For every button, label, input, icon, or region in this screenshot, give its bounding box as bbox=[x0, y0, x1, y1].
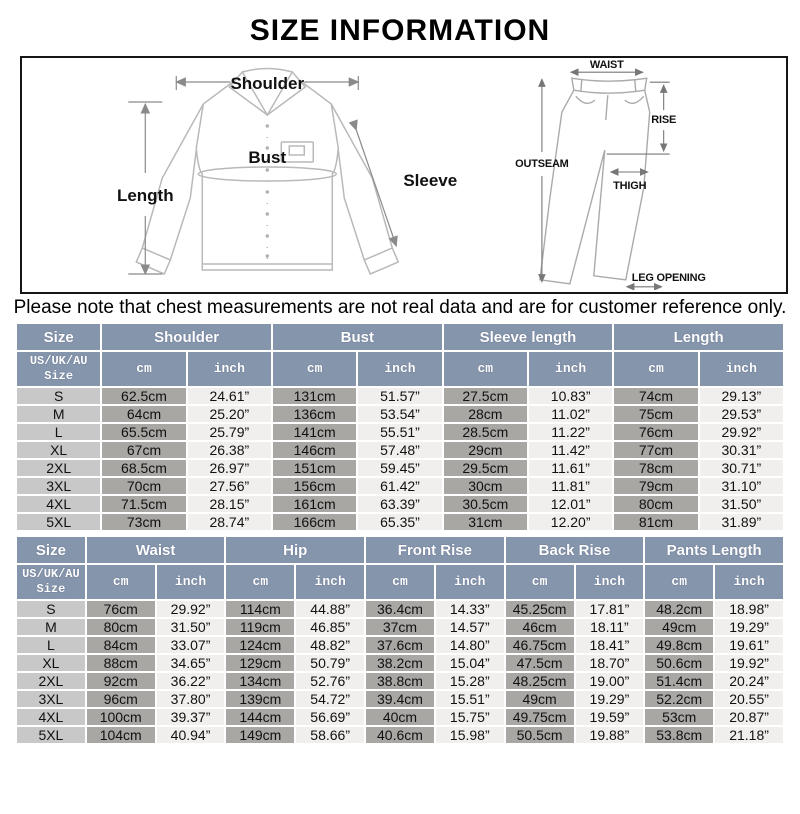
inch-value-cell: 15.51” bbox=[435, 690, 505, 708]
inch-unit-header: inch bbox=[528, 351, 613, 387]
inch-value-cell: 31.10” bbox=[699, 477, 784, 495]
cm-value-cell: 166cm bbox=[272, 513, 357, 531]
inch-value-cell: 19.92” bbox=[714, 654, 784, 672]
cm-value-cell: 141cm bbox=[272, 423, 357, 441]
cm-value-cell: 80cm bbox=[613, 495, 698, 513]
inch-value-cell: 19.88” bbox=[575, 726, 645, 744]
cm-value-cell: 74cm bbox=[613, 387, 698, 405]
table-row bbox=[16, 387, 784, 405]
cm-value-cell: 28cm bbox=[443, 405, 528, 423]
size-cell: M bbox=[16, 618, 86, 636]
cm-value-cell: 45.25cm bbox=[505, 600, 575, 618]
cm-value-cell: 47.5cm bbox=[505, 654, 575, 672]
inch-value-cell: 18.70” bbox=[575, 654, 645, 672]
cm-unit-header: cm bbox=[225, 564, 295, 600]
size-cell: M bbox=[16, 405, 101, 423]
table-row bbox=[16, 513, 784, 531]
size-cell: S bbox=[16, 387, 101, 405]
table-row bbox=[16, 441, 784, 459]
table-row bbox=[16, 405, 784, 423]
cm-value-cell: 38.2cm bbox=[365, 654, 435, 672]
table-row bbox=[16, 600, 784, 618]
cm-value-cell: 53cm bbox=[644, 708, 714, 726]
table-row bbox=[16, 459, 784, 477]
table-row bbox=[16, 690, 784, 708]
inch-value-cell: 29.53” bbox=[699, 405, 784, 423]
size-cell: 5XL bbox=[16, 513, 101, 531]
inch-value-cell: 21.18” bbox=[714, 726, 784, 744]
inch-value-cell: 11.02” bbox=[528, 405, 613, 423]
pants-waist-label: WAIST bbox=[589, 59, 624, 72]
inch-value-cell: 20.24” bbox=[714, 672, 784, 690]
cm-value-cell: 75cm bbox=[613, 405, 698, 423]
cm-value-cell: 38.8cm bbox=[365, 672, 435, 690]
inch-value-cell: 34.65” bbox=[156, 654, 226, 672]
shirt-bust-label: Bust bbox=[248, 148, 287, 167]
cm-value-cell: 131cm bbox=[272, 387, 357, 405]
cm-value-cell: 84cm bbox=[86, 636, 156, 654]
inch-value-cell: 31.50” bbox=[699, 495, 784, 513]
note-text: Please note that chest measurements are not real data and are for customer reference only. bbox=[13, 297, 787, 318]
cm-value-cell: 52.2cm bbox=[644, 690, 714, 708]
cm-value-cell: 29cm bbox=[443, 441, 528, 459]
inch-value-cell: 52.76” bbox=[295, 672, 365, 690]
cm-value-cell: 50.5cm bbox=[505, 726, 575, 744]
size-subheader: US/UK/AU Size bbox=[16, 351, 101, 387]
table-row bbox=[16, 708, 784, 726]
size-column-header: Size bbox=[16, 323, 101, 351]
cm-value-cell: 134cm bbox=[225, 672, 295, 690]
inch-value-cell: 48.82” bbox=[295, 636, 365, 654]
inch-value-cell: 11.22” bbox=[528, 423, 613, 441]
cm-value-cell: 64cm bbox=[101, 405, 186, 423]
size-cell: 3XL bbox=[16, 477, 101, 495]
cm-value-cell: 29.5cm bbox=[443, 459, 528, 477]
inch-value-cell: 44.88” bbox=[295, 600, 365, 618]
cm-value-cell: 73cm bbox=[101, 513, 186, 531]
cm-value-cell: 27.5cm bbox=[443, 387, 528, 405]
cm-unit-header: cm bbox=[443, 351, 528, 387]
inch-value-cell: 14.33” bbox=[435, 600, 505, 618]
inch-value-cell: 11.81” bbox=[528, 477, 613, 495]
measure-group-header: Pants Length bbox=[644, 536, 784, 564]
inch-value-cell: 61.42” bbox=[357, 477, 442, 495]
measure-group-header: Shoulder bbox=[101, 323, 272, 351]
inch-value-cell: 30.31” bbox=[699, 441, 784, 459]
cm-unit-header: cm bbox=[272, 351, 357, 387]
cm-unit-header: cm bbox=[505, 564, 575, 600]
inch-value-cell: 18.98” bbox=[714, 600, 784, 618]
cm-value-cell: 40.6cm bbox=[365, 726, 435, 744]
inch-value-cell: 36.22” bbox=[156, 672, 226, 690]
inch-value-cell: 15.75” bbox=[435, 708, 505, 726]
inch-value-cell: 51.57” bbox=[357, 387, 442, 405]
cm-value-cell: 30.5cm bbox=[443, 495, 528, 513]
inch-value-cell: 25.79” bbox=[187, 423, 272, 441]
inch-value-cell: 15.28” bbox=[435, 672, 505, 690]
cm-value-cell: 68.5cm bbox=[101, 459, 186, 477]
inch-value-cell: 11.61” bbox=[528, 459, 613, 477]
inch-unit-header: inch bbox=[156, 564, 226, 600]
cm-value-cell: 146cm bbox=[272, 441, 357, 459]
cm-value-cell: 161cm bbox=[272, 495, 357, 513]
size-cell: XL bbox=[16, 441, 101, 459]
cm-value-cell: 88cm bbox=[86, 654, 156, 672]
inch-value-cell: 19.00” bbox=[575, 672, 645, 690]
inch-value-cell: 19.61” bbox=[714, 636, 784, 654]
inch-value-cell: 39.37” bbox=[156, 708, 226, 726]
table-row bbox=[16, 618, 784, 636]
cm-value-cell: 124cm bbox=[225, 636, 295, 654]
inch-unit-header: inch bbox=[187, 351, 272, 387]
cm-value-cell: 70cm bbox=[101, 477, 186, 495]
page-title: SIZE INFORMATION bbox=[249, 14, 551, 47]
inch-value-cell: 18.41” bbox=[575, 636, 645, 654]
cm-unit-header: cm bbox=[101, 351, 186, 387]
inch-value-cell: 50.79” bbox=[295, 654, 365, 672]
table-row bbox=[16, 423, 784, 441]
cm-value-cell: 67cm bbox=[101, 441, 186, 459]
size-cell: 3XL bbox=[16, 690, 86, 708]
inch-value-cell: 26.97” bbox=[187, 459, 272, 477]
inch-value-cell: 17.81” bbox=[575, 600, 645, 618]
inch-value-cell: 54.72” bbox=[295, 690, 365, 708]
cm-value-cell: 49cm bbox=[505, 690, 575, 708]
shirt-diagram bbox=[30, 58, 486, 290]
inch-value-cell: 40.94” bbox=[156, 726, 226, 744]
inch-unit-header: inch bbox=[699, 351, 784, 387]
cm-value-cell: 96cm bbox=[86, 690, 156, 708]
inch-value-cell: 31.50” bbox=[156, 618, 226, 636]
cm-value-cell: 51.4cm bbox=[644, 672, 714, 690]
inch-value-cell: 59.45” bbox=[357, 459, 442, 477]
shirt-length-label: Length bbox=[116, 186, 174, 205]
inch-unit-header: inch bbox=[357, 351, 442, 387]
pants-leg-opening-label: LEG OPENING bbox=[631, 271, 706, 284]
cm-value-cell: 37cm bbox=[365, 618, 435, 636]
size-cell: 2XL bbox=[16, 672, 86, 690]
inch-unit-header: inch bbox=[295, 564, 365, 600]
size-cell: S bbox=[16, 600, 86, 618]
pants-thigh-label: THIGH bbox=[612, 179, 646, 192]
inch-value-cell: 18.11” bbox=[575, 618, 645, 636]
table-row bbox=[16, 654, 784, 672]
cm-value-cell: 39.4cm bbox=[365, 690, 435, 708]
pants-diagram bbox=[492, 58, 786, 290]
inch-value-cell: 29.92” bbox=[699, 423, 784, 441]
inch-unit-header: inch bbox=[575, 564, 645, 600]
cm-unit-header: cm bbox=[365, 564, 435, 600]
pants-outseam-label: OUTSEAM bbox=[514, 158, 569, 171]
pants-dimension-lines bbox=[541, 72, 669, 287]
cm-value-cell: 129cm bbox=[225, 654, 295, 672]
inch-value-cell: 25.20” bbox=[187, 405, 272, 423]
size-cell: 4XL bbox=[16, 708, 86, 726]
inch-value-cell: 10.83” bbox=[528, 387, 613, 405]
inch-unit-header: inch bbox=[435, 564, 505, 600]
cm-value-cell: 79cm bbox=[613, 477, 698, 495]
pants-rise-label: RISE bbox=[650, 114, 676, 127]
inch-value-cell: 46.85” bbox=[295, 618, 365, 636]
cm-value-cell: 49.8cm bbox=[644, 636, 714, 654]
cm-value-cell: 104cm bbox=[86, 726, 156, 744]
size-column-header: Size bbox=[16, 536, 86, 564]
inch-unit-header: inch bbox=[714, 564, 784, 600]
inch-value-cell: 57.48” bbox=[357, 441, 442, 459]
inch-value-cell: 56.69” bbox=[295, 708, 365, 726]
cm-value-cell: 77cm bbox=[613, 441, 698, 459]
shirt-shoulder-label: Shoulder bbox=[230, 74, 305, 93]
inch-value-cell: 31.89” bbox=[699, 513, 784, 531]
inch-value-cell: 33.07” bbox=[156, 636, 226, 654]
cm-unit-header: cm bbox=[613, 351, 698, 387]
pants-size-table bbox=[15, 535, 785, 745]
cm-value-cell: 80cm bbox=[86, 618, 156, 636]
cm-value-cell: 37.6cm bbox=[365, 636, 435, 654]
cm-value-cell: 50.6cm bbox=[644, 654, 714, 672]
inch-value-cell: 19.29” bbox=[575, 690, 645, 708]
cm-value-cell: 151cm bbox=[272, 459, 357, 477]
measure-group-header: Sleeve length bbox=[443, 323, 614, 351]
cm-unit-header: cm bbox=[644, 564, 714, 600]
inch-value-cell: 28.15” bbox=[187, 495, 272, 513]
cm-value-cell: 49cm bbox=[644, 618, 714, 636]
inch-value-cell: 55.51” bbox=[357, 423, 442, 441]
inch-value-cell: 28.74” bbox=[187, 513, 272, 531]
table-row bbox=[16, 726, 784, 744]
inch-value-cell: 19.59” bbox=[575, 708, 645, 726]
cm-value-cell: 100cm bbox=[86, 708, 156, 726]
cm-value-cell: 46.75cm bbox=[505, 636, 575, 654]
table-row bbox=[16, 477, 784, 495]
size-cell: L bbox=[16, 423, 101, 441]
cm-unit-header: cm bbox=[86, 564, 156, 600]
cm-value-cell: 76cm bbox=[86, 600, 156, 618]
cm-value-cell: 71.5cm bbox=[101, 495, 186, 513]
cm-value-cell: 78cm bbox=[613, 459, 698, 477]
inch-value-cell: 19.29” bbox=[714, 618, 784, 636]
size-cell: 4XL bbox=[16, 495, 101, 513]
inch-value-cell: 65.35” bbox=[357, 513, 442, 531]
cm-value-cell: 81cm bbox=[613, 513, 698, 531]
measurement-diagram-box bbox=[20, 56, 788, 294]
size-cell: L bbox=[16, 636, 86, 654]
inch-value-cell: 11.42” bbox=[528, 441, 613, 459]
cm-value-cell: 48.25cm bbox=[505, 672, 575, 690]
cm-value-cell: 31cm bbox=[443, 513, 528, 531]
cm-value-cell: 49.75cm bbox=[505, 708, 575, 726]
measure-group-header: Front Rise bbox=[365, 536, 505, 564]
measure-group-header: Waist bbox=[86, 536, 226, 564]
inch-value-cell: 12.20” bbox=[528, 513, 613, 531]
inch-value-cell: 15.04” bbox=[435, 654, 505, 672]
cm-value-cell: 144cm bbox=[225, 708, 295, 726]
size-cell: XL bbox=[16, 654, 86, 672]
cm-value-cell: 139cm bbox=[225, 690, 295, 708]
cm-value-cell: 53.8cm bbox=[644, 726, 714, 744]
shirt-size-table bbox=[15, 322, 785, 532]
cm-value-cell: 119cm bbox=[225, 618, 295, 636]
cm-value-cell: 136cm bbox=[272, 405, 357, 423]
inch-value-cell: 20.87” bbox=[714, 708, 784, 726]
inch-value-cell: 24.61” bbox=[187, 387, 272, 405]
inch-value-cell: 14.80” bbox=[435, 636, 505, 654]
cm-value-cell: 156cm bbox=[272, 477, 357, 495]
measure-group-header: Length bbox=[613, 323, 784, 351]
table-row bbox=[16, 636, 784, 654]
inch-value-cell: 30.71” bbox=[699, 459, 784, 477]
cm-value-cell: 28.5cm bbox=[443, 423, 528, 441]
inch-value-cell: 63.39” bbox=[357, 495, 442, 513]
cm-value-cell: 149cm bbox=[225, 726, 295, 744]
inch-value-cell: 12.01” bbox=[528, 495, 613, 513]
cm-value-cell: 46cm bbox=[505, 618, 575, 636]
measure-group-header: Back Rise bbox=[505, 536, 645, 564]
cm-value-cell: 76cm bbox=[613, 423, 698, 441]
inch-value-cell: 26.38” bbox=[187, 441, 272, 459]
size-subheader: US/UK/AU Size bbox=[16, 564, 86, 600]
size-cell: 2XL bbox=[16, 459, 101, 477]
shirt-buttons bbox=[266, 124, 269, 257]
inch-value-cell: 14.57” bbox=[435, 618, 505, 636]
cm-value-cell: 62.5cm bbox=[101, 387, 186, 405]
inch-value-cell: 58.66” bbox=[295, 726, 365, 744]
inch-value-cell: 29.13” bbox=[699, 387, 784, 405]
cm-value-cell: 36.4cm bbox=[365, 600, 435, 618]
inch-value-cell: 37.80” bbox=[156, 690, 226, 708]
inch-value-cell: 53.54” bbox=[357, 405, 442, 423]
cm-value-cell: 114cm bbox=[225, 600, 295, 618]
inch-value-cell: 20.55” bbox=[714, 690, 784, 708]
cm-value-cell: 30cm bbox=[443, 477, 528, 495]
measure-group-header: Bust bbox=[272, 323, 443, 351]
table-row bbox=[16, 672, 784, 690]
cm-value-cell: 65.5cm bbox=[101, 423, 186, 441]
inch-value-cell: 15.98” bbox=[435, 726, 505, 744]
table-row bbox=[16, 495, 784, 513]
shirt-sleeve-label: Sleeve bbox=[403, 171, 458, 190]
size-cell: 5XL bbox=[16, 726, 86, 744]
inch-value-cell: 29.92” bbox=[156, 600, 226, 618]
inch-value-cell: 27.56” bbox=[187, 477, 272, 495]
cm-value-cell: 92cm bbox=[86, 672, 156, 690]
measure-group-header: Hip bbox=[225, 536, 365, 564]
cm-value-cell: 40cm bbox=[365, 708, 435, 726]
cm-value-cell: 48.2cm bbox=[644, 600, 714, 618]
